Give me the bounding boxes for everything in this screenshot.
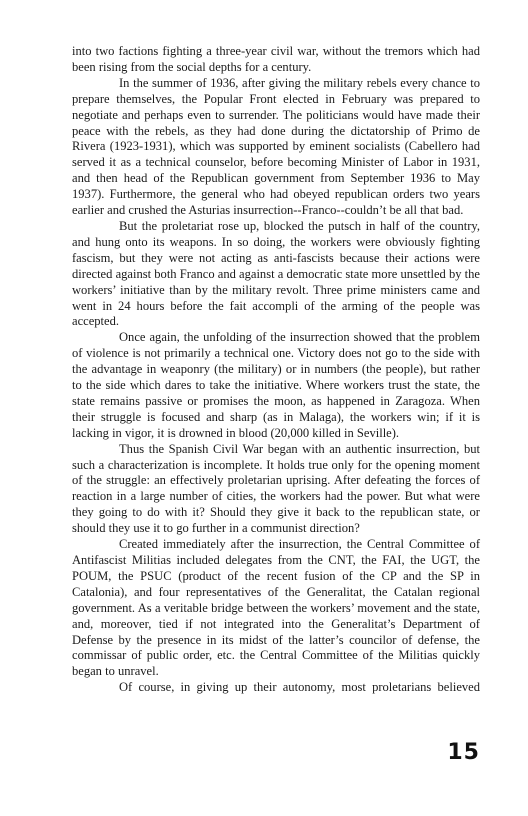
paragraph: Once again, the unfolding of the insurrection showed that the problem of violence is not primarily a technical one. Victory does not go to the side with the advantage in weaponry (the military) or in numbers (the people), but rather to the side which dares to take the initiative. Where workers trust the state, the state remains passive or promises the moon, as happened in Zaragoza. When their struggle is focused and sharp (as in Malaga), the workers win; if it is lacking in vigor, it is drowned in blood (20,000 killed in Seville).	[72, 330, 480, 440]
paragraph: In the summer of 1936, after giving the military rebels every chance to prepare themselves, the Popular Front elected in February was prepared to negotiate and perhaps even to surrender. The politicians would have made their peace with the rebels, as they had done during the dictatorship of Primo de Rivera (1923-1931), which was supported by eminent socialists (Cabellero had served it as a technical counselor, before becoming Minister of Labor in 1931, and then head of the Republican government from September 1936 to May 1937). Furthermore, the general who had obeyed republican orders two years earlier and crushed the Asturias insurrection--Franco--couldn’t be all that bad.	[72, 75, 480, 218]
paragraph: Thus the Spanish Civil War began with an authentic insurrection, but such a characterization is incomplete. It holds true only for the opening moment of the struggle: an effectively proletarian uprising. After defeating the forces of reaction in a large number of cities, the workers had the power. But what were they going to do with it? Should they give it back to the republican state, or should they use it to go further in a communist direction?	[72, 441, 480, 536]
paragraph-continuation: into two factions fighting a three-year civil war, without the tremors which had been rising from the social depths for a century.	[72, 44, 480, 74]
page-body	[72, 44, 480, 696]
paragraph: Created immediately after the insurrection, the Central Committee of Antifascist Militias included delegates from the CNT, the FAI, the UGT, the POUM, the PSUC (product of the recent fusion of the CP and the SP in Catalonia), and four representatives of the Generalitat, the Catalan regional government. As a veritable bridge between the workers’ movement and the state, and, moreover, tied if not integrated into the Generalitat’s Department of Defense by the presence in its midst of the latter’s councilor of defense, the commissar of public order, etc. the Central Committee of the Militias quickly began to unravel.	[72, 537, 480, 679]
paragraph: But the proletariat rose up, blocked the putsch in half of the country, and hung onto its weapons. In so doing, the workers were obviously fighting fascism, but they were not acting as anti-fascists because their actions were directed against both Franco and against a democratic state more unsettled by the workers’ initiative than by the military revolt. Three prime ministers came and went in 24 hours before the fait accompli of the arming of the people was accepted.	[72, 218, 480, 329]
page-number: 15	[447, 740, 480, 765]
paragraph-last: Of course, in giving up their autonomy, most proletarians believed	[119, 680, 480, 695]
